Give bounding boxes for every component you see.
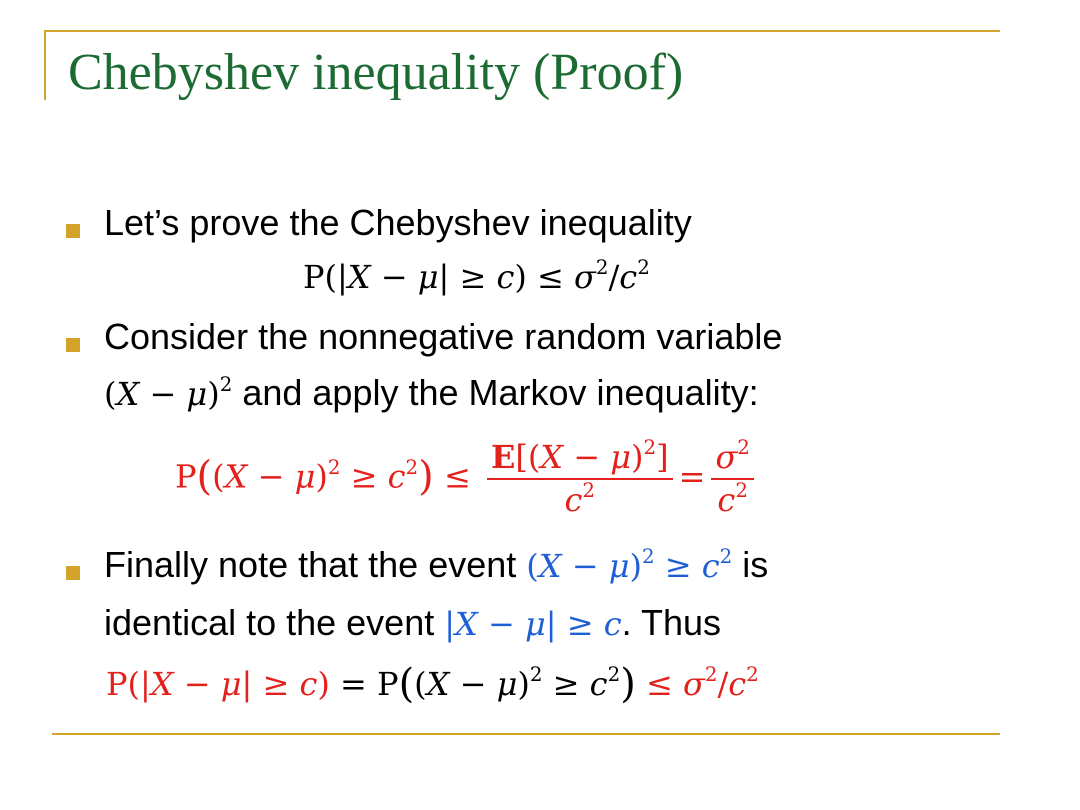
decorative-bottom-rule bbox=[52, 733, 1000, 735]
bullet-2-line-2-text: and apply the Markov inequality: bbox=[232, 372, 759, 413]
final-formula-right: ≤ $\sigma^2/c^2$ bbox=[645, 663, 759, 703]
decorative-left-rule bbox=[44, 30, 46, 100]
final-formula-left: P(|X − μ| ≥ c) bbox=[106, 665, 330, 703]
final-formula-middle: $P((X - \mu)^2 \ge c^2)$ bbox=[377, 661, 636, 707]
bullet-3-line-1-end: is bbox=[732, 544, 769, 585]
bullet-3-line-1-text: Finally note that the event bbox=[104, 544, 527, 585]
bullet-2-line-1: Consider the nonnegative random variable bbox=[104, 316, 783, 357]
markov-formula: $P((X - \mu)^2 \ge c^2)$ ≤ $\frac{E[(X - \mu)^2]}{c^2}$ = $\frac{\sigma^2}{c^2}$ bbox=[175, 440, 760, 518]
bullet-marker-2 bbox=[66, 338, 80, 352]
equals-sign: = bbox=[678, 457, 706, 496]
bullet-2-line-2: $(X - \mu)^2$ and apply the Markov inequality: bbox=[104, 372, 759, 413]
bullet-marker-3 bbox=[66, 566, 80, 580]
decorative-top-rule bbox=[44, 30, 1000, 32]
markov-fraction-2: $\frac{\sigma^2}{c^2}$ bbox=[711, 440, 753, 518]
event-1: $(X - \mu)^2 \ge c^2$ bbox=[526, 545, 733, 585]
markov-fraction-1: $\frac{E[(X - \mu)^2]}{c^2}$ bbox=[487, 440, 673, 518]
bullet-3-line-2 bbox=[104, 603, 721, 643]
chebyshev-formula: $P(|X - \mu| \ge c) \le \sigma^2/c^2$ bbox=[303, 256, 650, 296]
event-2: |X − μ| ≥ c bbox=[444, 605, 622, 643]
bullet-3-line-2-end: . Thus bbox=[621, 602, 721, 643]
final-formula: $P(|X - \mu| \ge c) = P((X - \mu)^2 \ge c^2) \le \sigma^2/c^2$ bbox=[106, 661, 759, 707]
slide-title: Chebyshev inequality (Proof) bbox=[68, 44, 684, 101]
bullet-1-text: Let’s prove the Chebyshev inequality bbox=[104, 202, 692, 243]
bullet-marker-1 bbox=[66, 224, 80, 238]
bullet-3-line-2-text: identical to the event bbox=[104, 602, 445, 643]
bullet-3-line-1 bbox=[104, 545, 768, 585]
